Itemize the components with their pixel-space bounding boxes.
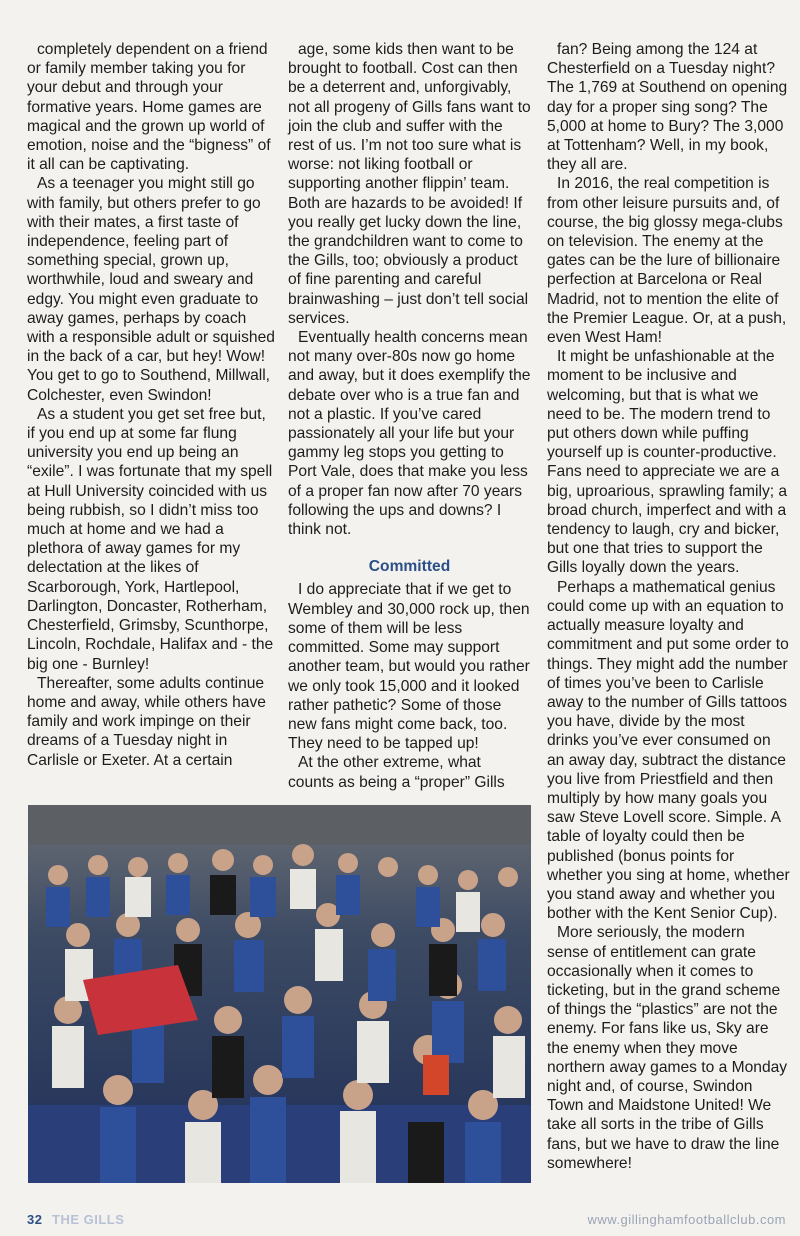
paragraph: I do appreciate that if we get to Wembley and 30,000 rock up, then some of them will be less committed. Some may support another team, but would you rather we only took 15,000 and it looked rather pathetic? Some of those new fans might come back, too. They need to be tapped up! — [288, 581, 530, 753]
magazine-title: THE GILLS — [52, 1212, 125, 1227]
crowd-photo — [28, 805, 531, 1183]
article-column-3 — [547, 40, 790, 1173]
website-url: www.gillinghamfootballclub.com — [587, 1212, 786, 1227]
paragraph: More seriously, the modern sense of entitlement can grate occasionally when it comes to ticketing, but in the grand scheme of things the “plastics” are not the enemy. For fans like us, Sky are the enemy when they move northern away games to a Monday night and, of course, Swindon Town and Maidstone United! We take all sorts in the tribe of Gills fans, but we have to draw the line somewhere! — [547, 924, 788, 1172]
paragraph: completely dependent on a friend or family member taking you for your debut and through your formative years. Home games are magical and the grown up world of emotion, noise and the “bigness” of it all can be captivating. — [27, 41, 271, 174]
paragraph: Perhaps a mathematical genius could come up with an equation to actually measure loyalty and commitment and put some order to things. They might add the number of times you’ve been to Carlisle away to the number of Gills tattoos you have, divide by the most drinks you’ve ever consumed on an away day, subtract the distance you live from Priestfield and then multiply by how many goals you saw Steve Lovell score. Simple. A table of loyalty could then be published (bonus points for whether you sing at home, whether you stand away and whether you bother with the Kent Senior Cup). — [547, 578, 790, 923]
paragraph: Thereafter, some adults continue home and away, while others have family and work impinge on their dreams of a Tuesday night in Carlisle or Exeter. At a certain — [27, 674, 266, 769]
crowd-illustration — [28, 805, 531, 1183]
page-number: 32 — [27, 1212, 43, 1227]
paragraph: age, some kids then want to be brought to football. Cost can then be a deterrent and, unforgivably, not all progeny of Gills fans want to join the club and suffer with the rest of us. I’m not too sure what is worse: not liking football or supporting another flippin’ team. Both are hazards to be avoided! If you really get lucky down the line, the grandchildren want to come to the Gills, too; obviously a product of fine parenting and careful brainwashing – just don’t tell social services. — [288, 41, 531, 327]
paragraph: As a student you get set free but, if you end up at some far flung university you end up being an “exile”. I was fortunate that my spell at Hull University coincided with us being rubbish, so I didn’t miss too much at home and we had a plethora of away games for my delectation at the likes of Scarborough, York, Hartlepool, Darlington, Doncaster, Rotherham, Chesterfield, Grimsby, Scunthorpe, Lincoln, Rochdale, Halifax and - the big one - Burnley! — [27, 405, 274, 673]
paragraph: Eventually health concerns mean not many over-80s now go home and away, but it does exemplify the debate over who is a true fan and not a plastic. If you’ve cared passionately all your life but your gammy leg stops you getting to Port Vale, does that make you less of a proper fan now after 70 years following the ups and downs? I think not. — [288, 329, 531, 539]
article-column-1 — [27, 40, 275, 770]
article-column-2 — [288, 40, 531, 792]
section-subheading: Committed — [368, 558, 451, 576]
paragraph: As a teenager you might still go with family, but others prefer to go with their mates, a first taste of independence, feeling part of something special, grown up, worthwhile, loud and sweary and edgy. You might even graduate to away games, perhaps by coach with a responsible adult or squished in the back of a car, but hey! Wow! You get to go to Southend, Millwall, Colchester, even Swindon! — [27, 175, 275, 404]
paragraph: fan? Being among the 124 at Chesterfield on a Tuesday night? The 1,769 at Southend on opening day for a proper sing song? The 5,000 at home to Bury? The 3,000 at Tottenham? Well, in my book, they all are. — [547, 41, 788, 174]
paragraph: In 2016, the real competition is from other leisure pursuits and, of course, the big glossy mega-clubs on television. The enemy at the gates can be the lure of billionaire perfection at Barcelona or Real Madrid, not to mention the elite of the Premier League. Or, at a push, even West Ham! — [547, 175, 787, 347]
paragraph: It might be unfashionable at the moment to be inclusive and welcoming, but that is what we need to be. The modern trend to put others down while puffing yourself up is counter-productive. Fans need to appreciate we are a big, uproarious, sprawling family; a broad church, imperfect and with a tendency to laugh, cry and bicker, but one that tries to support the Gills loyally down the years. — [547, 348, 788, 577]
paragraph: At the other extreme, what counts as being a “proper” Gills — [288, 754, 505, 791]
